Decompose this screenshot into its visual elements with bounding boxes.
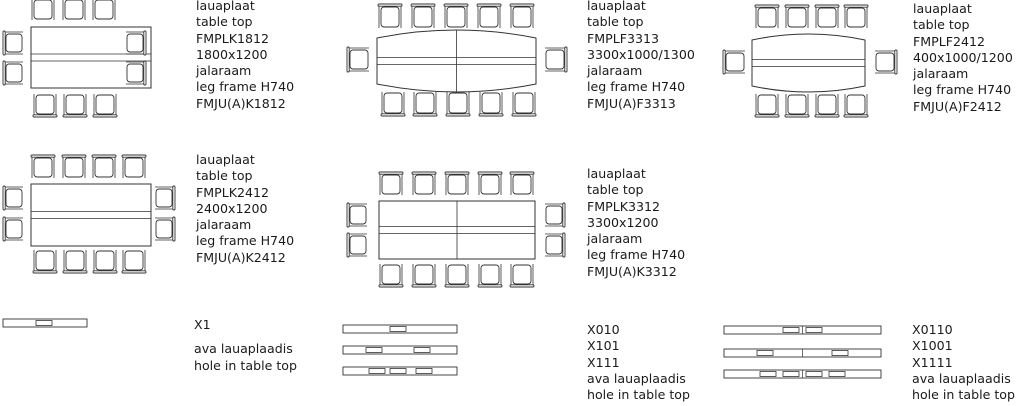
cable-hole [783, 328, 799, 333]
chair-backrest [379, 285, 403, 287]
table-label-fmplf2412 [913, 1, 1013, 115]
chair-backrest [122, 271, 146, 273]
dimensions: 400x1000/1200 [913, 49, 1013, 65]
chair-backrest [3, 217, 5, 241]
model-code: FMPLK3312 [587, 198, 661, 214]
table-top [752, 34, 865, 92]
chair [478, 264, 502, 287]
chair-backrest [381, 114, 405, 116]
frame-code: FMJU(A)K2412 [196, 249, 286, 265]
chair-backrest [510, 172, 534, 174]
chair [3, 217, 23, 241]
dimensions: 3300x1000/1300 [587, 46, 695, 62]
chair-seat [758, 8, 776, 27]
chair [755, 5, 779, 28]
chair-backrest [512, 114, 536, 116]
cable-hole [760, 372, 776, 377]
chair [62, 0, 86, 20]
label-line: table top [196, 14, 253, 30]
cable-hole [390, 369, 406, 374]
hole-code: X010 [587, 322, 620, 337]
cable-hole [829, 372, 845, 377]
chair-seat [127, 34, 143, 52]
chair-seat [127, 64, 143, 82]
chair-backrest [478, 285, 502, 287]
chair-backrest [3, 61, 5, 85]
chair-seat [350, 206, 366, 224]
chair-seat [381, 7, 399, 27]
chair [31, 0, 55, 20]
chair-backrest [33, 271, 57, 273]
chair [122, 155, 146, 178]
chair-seat [66, 251, 84, 270]
chair-seat [96, 251, 114, 270]
label-line: hole in table top [194, 357, 297, 373]
hole-code: X1001 [912, 338, 953, 354]
chair [155, 217, 175, 241]
chair-backrest [563, 233, 565, 257]
chair-seat [414, 7, 432, 27]
label-line: lauaplaat [196, 0, 255, 13]
chair-seat [65, 0, 83, 19]
chair-seat [95, 0, 113, 19]
chair-seat [482, 93, 500, 113]
chair-seat [513, 7, 531, 27]
chair-seat [480, 7, 498, 27]
cable-hole [390, 327, 406, 332]
label-line: table top [913, 17, 970, 33]
label-line: ava lauaplaadis [587, 370, 686, 386]
chair-backrest [33, 115, 57, 117]
chair [844, 94, 868, 117]
chair [510, 172, 534, 195]
chair-backrest [510, 4, 534, 6]
chair-seat [6, 64, 22, 82]
dimensions: 1800x1200 [196, 46, 268, 62]
chair-seat [788, 8, 806, 27]
chair-backrest [31, 155, 55, 157]
chair [815, 5, 839, 28]
frame-code: FMJU(A)K3312 [587, 263, 677, 279]
model-code: FMPLF3313 [587, 30, 660, 46]
chair-seat [415, 265, 433, 284]
label-line: jalaraam [196, 217, 252, 233]
chair-backrest [445, 285, 469, 287]
model-code: FMPLK1812 [196, 30, 270, 46]
chair-backrest [479, 114, 503, 116]
label-line: leg frame H740 [196, 233, 295, 249]
chair-seat [36, 95, 54, 114]
chair-backrest [755, 115, 779, 117]
chair-seat [818, 95, 836, 114]
chair-seat [34, 158, 52, 177]
chair-backrest [815, 5, 839, 7]
chair-backrest [755, 5, 779, 7]
chair-backrest [844, 5, 868, 7]
table-label-fmplk1812 [196, 0, 294, 112]
chair-seat [350, 50, 368, 69]
chair-backrest [122, 155, 146, 157]
chair-seat [876, 53, 894, 71]
chair [445, 172, 469, 195]
chair-backrest [785, 5, 809, 7]
chair [63, 250, 87, 273]
chair [33, 250, 57, 273]
model-code: FMPLF2412 [913, 33, 986, 49]
chair-backrest [347, 203, 349, 227]
chair [33, 94, 57, 117]
chair-backrest [785, 115, 809, 117]
chair-seat [382, 265, 400, 284]
chair-seat [156, 220, 172, 238]
hole-code: X0110 [912, 322, 953, 337]
chair-seat [34, 0, 52, 19]
label-line: leg frame H740 [196, 79, 295, 95]
chair [379, 264, 403, 287]
chair [93, 250, 117, 273]
cable-hole [806, 372, 822, 377]
label-line: lauaplaat [196, 152, 255, 167]
table-fmplk2412 [3, 155, 175, 273]
chair [875, 50, 897, 74]
chair [378, 4, 402, 28]
chair-seat [513, 265, 531, 284]
chair [63, 94, 87, 117]
chair-backrest [62, 155, 86, 157]
chair-backrest [723, 50, 725, 74]
chair-backrest [895, 50, 897, 74]
chair [446, 92, 470, 116]
label-line: table top [587, 182, 644, 198]
chair-seat [481, 265, 499, 284]
chair [444, 4, 468, 28]
chair [512, 92, 536, 116]
chair [3, 31, 23, 55]
hole-code: X1111 [912, 354, 953, 370]
chair-seat [36, 251, 54, 270]
chair-backrest [412, 285, 436, 287]
chair-backrest [173, 186, 175, 210]
label-line: jalaraam [587, 231, 643, 247]
hole-label-x1 [194, 317, 297, 374]
chair-backrest [378, 4, 402, 6]
hole-code: X111 [587, 354, 620, 370]
cable-hole [36, 321, 52, 326]
chair [545, 47, 567, 72]
hole-strip-x111 [343, 367, 457, 375]
chair-seat [818, 8, 836, 27]
chair [478, 172, 502, 195]
chair-backrest [478, 172, 502, 174]
label-line: leg frame H740 [587, 79, 686, 95]
chair-seat [726, 53, 744, 71]
chair-seat [65, 158, 83, 177]
chair-backrest [347, 233, 349, 257]
chair-backrest [173, 217, 175, 241]
chair [92, 0, 116, 20]
chair [3, 61, 23, 85]
hole-label-x0110 [912, 322, 1015, 403]
chair-seat [847, 8, 865, 27]
chair-backrest [63, 271, 87, 273]
chair-backrest [92, 155, 116, 157]
label-line: ava lauaplaadis [912, 370, 1011, 386]
chair-backrest [565, 47, 567, 72]
label-line: table top [196, 168, 253, 184]
chair [510, 264, 534, 287]
chair-seat [448, 175, 466, 194]
label-line: hole in table top [587, 387, 690, 403]
label-line: lauaplaat [587, 0, 646, 13]
chair [479, 92, 503, 116]
cable-hole [416, 369, 432, 374]
chair [785, 5, 809, 28]
chair [545, 233, 565, 257]
cable-hole [757, 351, 773, 356]
label-line: jalaraam [196, 63, 252, 79]
chair [411, 4, 435, 28]
table-label-fmplk3312 [587, 166, 685, 280]
chair-seat [515, 93, 533, 113]
chair [413, 92, 437, 116]
frame-code: FMJU(A)F2412 [913, 98, 1002, 114]
chair-backrest [144, 31, 146, 55]
label-line: lauaplaat [587, 166, 646, 181]
table-label-fmplf3313 [587, 0, 695, 112]
chair-backrest [444, 4, 468, 6]
chair [31, 155, 55, 178]
chair-backrest [3, 186, 5, 210]
chair [545, 203, 565, 227]
chair [477, 4, 501, 28]
hole-strip-x1001 [724, 349, 881, 357]
frame-code: FMJU(A)F3313 [587, 95, 676, 111]
chair [122, 250, 146, 273]
chair [445, 264, 469, 287]
chair-backrest [477, 4, 501, 6]
chair-seat [125, 251, 143, 270]
chair [412, 172, 436, 195]
table-top-strip [343, 346, 457, 354]
chair-backrest [379, 172, 403, 174]
chair [412, 264, 436, 287]
chair-backrest [844, 115, 868, 117]
chair-seat [481, 175, 499, 194]
chair-seat [66, 95, 84, 114]
label-line: lauaplaat [913, 1, 972, 16]
dimensions: 3300x1200 [587, 214, 659, 230]
chair [381, 92, 405, 116]
hole-label-x010 [587, 322, 690, 403]
chair-backrest [446, 114, 470, 116]
chair-seat [513, 175, 531, 194]
cable-hole [783, 372, 799, 377]
chair [755, 94, 779, 117]
chair-backrest [3, 31, 5, 55]
chair-backrest [510, 285, 534, 287]
chair-seat [448, 265, 466, 284]
hole-code: X1 [194, 317, 211, 332]
chair-seat [125, 158, 143, 177]
chair [815, 94, 839, 117]
chair-seat [416, 93, 434, 113]
label-line: ava lauaplaadis [194, 341, 293, 357]
chair-seat [384, 93, 402, 113]
chair [379, 172, 403, 195]
chair [510, 4, 534, 28]
label-line: leg frame H740 [913, 82, 1012, 98]
chair-seat [758, 95, 776, 114]
chair [62, 155, 86, 178]
chair-seat [6, 34, 22, 52]
chair [844, 5, 868, 28]
chair-seat [95, 158, 113, 177]
dimensions: 2400x1200 [196, 200, 268, 216]
table-fmplf2412 [723, 5, 897, 117]
chair-backrest [411, 4, 435, 6]
chair-seat [546, 206, 562, 224]
chair-backrest [93, 271, 117, 273]
table-fmplk1812 [3, 0, 151, 117]
model-code: FMPLK2412 [196, 184, 270, 200]
chair-seat [6, 220, 22, 238]
chair-backrest [144, 61, 146, 85]
hole-strip-x101 [343, 346, 457, 354]
chair-backrest [63, 115, 87, 117]
chair [155, 186, 175, 210]
chair [347, 203, 367, 227]
chair-seat [546, 50, 564, 69]
label-line: leg frame H740 [587, 247, 686, 263]
chair-seat [847, 95, 865, 114]
chair-seat [6, 189, 22, 207]
cable-hole [832, 351, 848, 356]
chair [785, 94, 809, 117]
chair-seat [382, 175, 400, 194]
chair-seat [449, 93, 467, 113]
table-top [31, 184, 151, 246]
table-label-fmplk2412 [196, 152, 294, 266]
label-line: jalaraam [913, 66, 969, 82]
cable-hole [414, 348, 430, 353]
label-line: table top [587, 14, 644, 30]
hole-strip-x0110 [724, 326, 881, 334]
cable-hole [806, 328, 822, 333]
table-fmplk3312 [347, 172, 565, 287]
chair-backrest [815, 115, 839, 117]
chair-backrest [93, 115, 117, 117]
cable-hole [366, 348, 382, 353]
chair [92, 155, 116, 178]
chair [93, 94, 117, 117]
chair [347, 47, 369, 72]
chair-backrest [563, 203, 565, 227]
frame-code: FMJU(A)K1812 [196, 95, 286, 111]
chair-seat [415, 175, 433, 194]
chair-seat [546, 236, 562, 254]
chair-seat [96, 95, 114, 114]
chair-seat [350, 236, 366, 254]
hole-strip-x1111 [724, 370, 881, 378]
hole-code: X101 [587, 338, 620, 354]
cable-hole [369, 369, 385, 374]
chair [723, 50, 745, 74]
chair-backrest [445, 172, 469, 174]
label-line: hole in table top [912, 387, 1015, 403]
hole-strip-x010 [343, 325, 457, 333]
chair-backrest [413, 114, 437, 116]
table-fmplf3313 [347, 4, 567, 116]
chair-seat [447, 7, 465, 27]
chair [347, 233, 367, 257]
chair-backrest [347, 47, 349, 72]
chair-backrest [412, 172, 436, 174]
chair-seat [156, 189, 172, 207]
label-line: jalaraam [587, 63, 643, 79]
hole-strip-x1 [3, 319, 87, 327]
chair-seat [788, 95, 806, 114]
chair [3, 186, 23, 210]
